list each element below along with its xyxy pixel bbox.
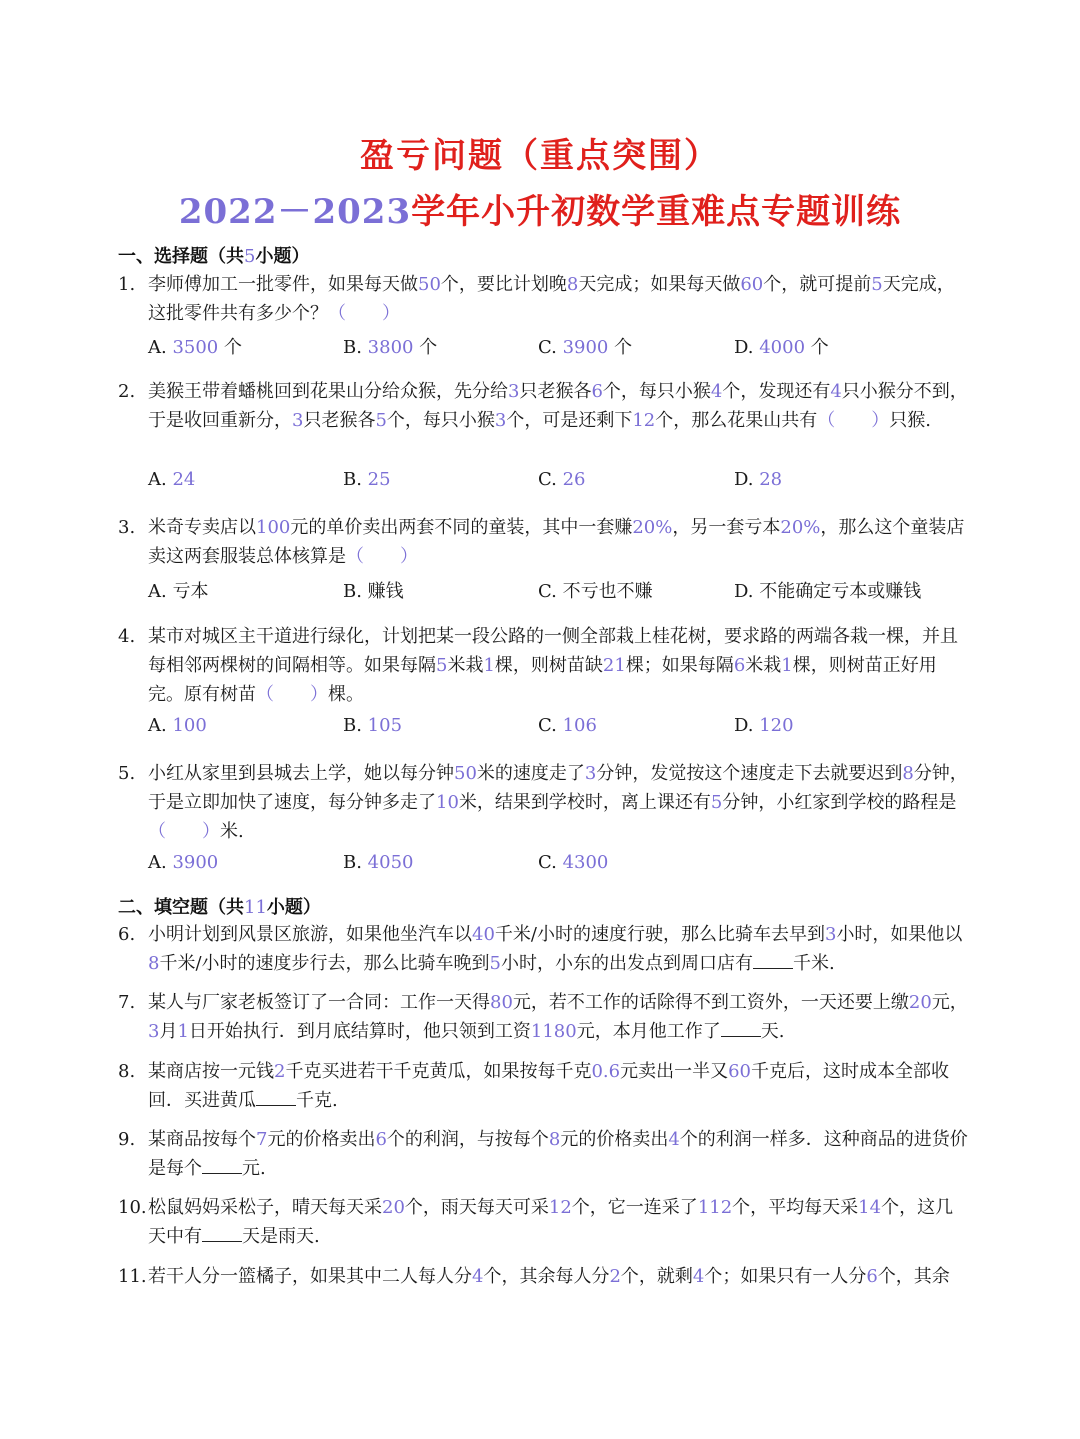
highlighted-number: 100 (256, 517, 291, 538)
section-fill-heading: 二、填空题（共11小题） (118, 897, 321, 918)
text-run: 某商品按每个 (148, 1129, 256, 1150)
question-7 (118, 988, 968, 1046)
text-run: 米栽 (447, 655, 484, 676)
highlighted-number: 0.6 (591, 1061, 621, 1082)
text-run: 米的速度走了 (476, 763, 585, 784)
question-number: 5. (118, 763, 136, 784)
text-run: 元的价格卖出 (267, 1129, 376, 1150)
option-d: D. 120 (734, 715, 794, 736)
option-c: C. 106 (538, 715, 597, 736)
question-number: 9. (118, 1129, 136, 1150)
question-number: 3. (118, 517, 136, 538)
question-5-options (148, 852, 968, 881)
text-run: 个，可是还剩下 (506, 410, 633, 431)
option-a: A. 亏本 (148, 581, 209, 602)
text-run: 个的利润，与按每个 (386, 1129, 549, 1150)
section-choice-heading: 一、选择题（共5小题） (118, 246, 310, 267)
text-run: 元，本月他工作了 (576, 1021, 721, 1042)
question-text (148, 513, 968, 571)
option-c: C. 4300 (538, 852, 609, 873)
highlighted-number: 5 (375, 410, 387, 431)
highlighted-number: 3 (824, 924, 837, 945)
question-text (148, 1193, 968, 1251)
text-run: 千米/小时的速度行驶，那么比骑车去早到 (494, 924, 825, 945)
text-run: 月 (159, 1021, 178, 1042)
question-number: 10. (118, 1197, 147, 1218)
text-run: 个的利润一样多．这种商品的进货价是每个 (148, 1129, 968, 1179)
text-run: 个，要比计划晚 (440, 274, 567, 295)
highlighted-number: 5 (489, 953, 501, 974)
option-a: A. 3500 个 (148, 337, 242, 358)
option-a: A. 100 (148, 715, 207, 736)
question-10 (118, 1193, 968, 1251)
text-run: 小时，如果他以 (836, 924, 963, 945)
text-run: 个；如果只有一人分 (704, 1266, 867, 1287)
highlighted-number: 3 (508, 381, 520, 402)
highlighted-number: 7 (256, 1129, 268, 1150)
highlighted-number: 20 (908, 992, 932, 1013)
text-run: 元的单价卖出两套不同的童装，其中一套赚 (290, 517, 633, 538)
text-run: 松鼠妈妈采松子，晴天每天采 (148, 1197, 382, 1218)
text-run: ，那么这个童装店卖这两套服装总体核算是（ ） (148, 517, 965, 567)
highlighted-number: 6 (591, 381, 603, 402)
text-run: 某人与厂家老板签订了一合同：工作一天得 (148, 992, 490, 1013)
highlighted-number: 5 (871, 274, 883, 295)
highlighted-number: 3 (292, 410, 304, 431)
highlighted-number: 50 (418, 274, 441, 295)
text-run: 个，就剩 (620, 1266, 693, 1287)
question-3 (118, 513, 968, 571)
highlighted-number: 6 (375, 1129, 387, 1150)
highlighted-number: 1 (483, 655, 495, 676)
highlighted-number: 2 (274, 1061, 286, 1082)
text-run: 只小猴分不到，于是收回重新分， (148, 381, 968, 431)
question-number: 8. (118, 1061, 136, 1082)
question-5 (118, 759, 968, 846)
text-run: 千克. (296, 1090, 338, 1111)
question-text (148, 377, 968, 435)
text-run: 千米/小时的速度步行去，那么比骑车晚到 (159, 953, 490, 974)
question-11 (118, 1262, 968, 1291)
question-number: 11. (118, 1266, 147, 1287)
text-run: 米栽 (745, 655, 782, 676)
highlighted-number: 12 (548, 1197, 572, 1218)
highlighted-number: 8 (548, 1129, 561, 1150)
question-9 (118, 1125, 968, 1183)
answer-parentheses: （ ） (346, 546, 418, 567)
option-b: B. 105 (343, 715, 403, 736)
answer-blank (721, 1020, 761, 1037)
highlighted-number: 6 (733, 655, 746, 676)
text-run: 只老猴各 (519, 381, 592, 402)
highlighted-number: 3 (148, 1021, 160, 1042)
option-b: B. 赚钱 (343, 581, 404, 602)
highlighted-number: 4 (710, 381, 723, 402)
question-8 (118, 1057, 968, 1115)
text-run: 若干人分一篮橘子，如果其中二人每人分 (148, 1266, 472, 1287)
option-b: B. 4050 (343, 852, 414, 873)
text-run: 日开始执行．到月底结算时，他只领到工资 (188, 1021, 531, 1042)
option-d: D. 28 (734, 469, 783, 490)
option-a: A. 24 (148, 469, 196, 490)
text-run: 元. (242, 1158, 266, 1179)
text-run: 元， (931, 992, 968, 1013)
text-run: 天是雨天. (242, 1226, 320, 1247)
highlighted-number: 12 (632, 410, 656, 431)
answer-blank (256, 1089, 296, 1106)
highlighted-number: 20% (780, 517, 821, 538)
highlighted-number: 2 (609, 1266, 621, 1287)
highlighted-number: 50 (454, 763, 477, 784)
answer-blank (753, 952, 793, 969)
text-run: 棵；如果每隔 (625, 655, 734, 676)
text-run: 个，其余 (877, 1266, 950, 1287)
text-run: 某商店按一元钱 (148, 1061, 274, 1082)
option-d: D. 不能确定亏本或赚钱 (734, 581, 922, 602)
text-run: 个，它一连采了 (571, 1197, 698, 1218)
question-2 (118, 377, 968, 435)
answer-parentheses: （ ） (328, 303, 400, 324)
text-run: 美猴王带着蟠桃回到花果山分给众猴，先分给 (148, 381, 508, 402)
highlighted-number: 1 (781, 655, 793, 676)
question-2-options (148, 469, 968, 498)
text-run: 小时，小东的出发点到周口店有 (500, 953, 753, 974)
highlighted-number: 60 (740, 274, 764, 295)
option-b: B. 25 (343, 469, 391, 490)
highlighted-number: 20% (632, 517, 673, 538)
question-6 (118, 920, 968, 978)
document-subtitle (0, 184, 1080, 233)
option-c: C. 3900 个 (538, 337, 633, 358)
highlighted-number: 20 (382, 1197, 405, 1218)
text-run: 棵，则树苗正好用完。原有树苗（ ）棵。 (148, 655, 937, 705)
text-run: 棵，则树苗缺 (494, 655, 603, 676)
text-run: 个，就可提前 (763, 274, 872, 295)
answer-blank (202, 1225, 242, 1242)
text-run: 个，其余每人分 (483, 1266, 610, 1287)
option-c: C. 26 (538, 469, 586, 490)
text-run: 小红从家里到县城去上学，她以每分钟 (148, 763, 454, 784)
question-text (148, 988, 968, 1046)
question-number: 6. (118, 924, 136, 945)
question-text (148, 270, 968, 328)
option-a: A. 3900 (148, 852, 219, 873)
highlighted-number: 8 (902, 763, 914, 784)
question-text (148, 1125, 968, 1183)
text-run: 米奇专卖店以 (148, 517, 256, 538)
text-run: 个，这几天中有 (148, 1197, 954, 1247)
text-run: 某市对城区主干道进行绿化，计划把某一段公路的一侧全部栽上桂花树，要求路的两端各栽一棵，并且每相邻两棵树的间隔相等。如果每隔 (148, 626, 958, 676)
text-run: 天完成；如果每天做 (578, 274, 741, 295)
highlighted-number: 1180 (530, 1021, 577, 1042)
question-4-options (148, 715, 968, 744)
text-run: 元，若不工作的话除得不到工资外，一天还要上缴 (512, 992, 909, 1013)
highlighted-number: 112 (697, 1197, 733, 1218)
option-b: B. 3800 个 (343, 337, 438, 358)
text-run: 米，结果到学校时，离上课还有 (458, 792, 711, 813)
text-run: 元卖出一半又 (620, 1061, 729, 1082)
text-run: 元的价格卖出 (560, 1129, 669, 1150)
highlighted-number: 21 (602, 655, 626, 676)
text-run: 分钟，发觉按这个速度走下去就要迟到 (596, 763, 903, 784)
text-run: ，另一套亏本 (672, 517, 781, 538)
highlighted-number: 60 (728, 1061, 751, 1082)
subtitle-text: 学年小升初数学重难点专题训练 (411, 192, 902, 232)
question-text (148, 920, 968, 978)
question-3-options (148, 577, 968, 606)
highlighted-number: 4 (472, 1266, 484, 1287)
answer-parentheses: （ ） (148, 821, 220, 842)
highlighted-number: 8 (148, 953, 160, 974)
question-number: 7. (118, 992, 136, 1013)
question-number: 2. (118, 381, 136, 402)
text-run: 李师傅加工一批零件，如果每天做 (148, 274, 418, 295)
highlighted-number: 1 (177, 1021, 189, 1042)
highlighted-number: 4 (668, 1129, 680, 1150)
question-number: 4. (118, 626, 136, 647)
highlighted-number: 6 (866, 1266, 878, 1287)
question-4 (118, 622, 968, 709)
text-run: 个，发现还有 (722, 381, 831, 402)
question-1 (118, 270, 968, 328)
text-run: 个，平均每天采 (732, 1197, 859, 1218)
highlighted-number: 3 (584, 763, 597, 784)
question-number: 1. (118, 274, 136, 295)
subtitle-year: 2022－2023 (178, 192, 412, 232)
text-run: 个，每只小猴 (386, 410, 495, 431)
question-text (148, 1262, 968, 1291)
text-run: 个，每只小猴 (602, 381, 711, 402)
text-run: 分钟，于是立即加快了速度，每分钟多走了 (148, 763, 968, 813)
answer-parentheses: （ ） (256, 684, 328, 705)
question-text (148, 622, 968, 709)
text-run: 天完成，这批零件共有多少个？（ ） (148, 274, 955, 324)
highlighted-number: 4 (830, 381, 842, 402)
text-run: 个，那么花果山共有（ ）只猴. (655, 410, 931, 431)
highlighted-number: 4 (692, 1266, 705, 1287)
answer-blank (202, 1157, 242, 1174)
highlighted-number: 14 (858, 1197, 882, 1218)
question-text (148, 1057, 968, 1115)
highlighted-number: 5 (436, 655, 448, 676)
highlighted-number: 40 (472, 924, 495, 945)
highlighted-number: 3 (494, 410, 507, 431)
text-run: 天. (760, 1021, 785, 1042)
question-text (148, 759, 968, 846)
text-run: 只老猴各 (303, 410, 376, 431)
document-title: 盈亏问题（重点突围） (360, 136, 720, 176)
text-run: 千米. (792, 953, 835, 974)
question-1-options (148, 333, 968, 362)
highlighted-number: 5 (710, 792, 723, 813)
highlighted-number: 10 (436, 792, 459, 813)
option-c: C. 不亏也不赚 (538, 581, 653, 602)
highlighted-number: 80 (490, 992, 513, 1013)
text-run: 千克买进若干千克黄瓜，如果按每千克 (285, 1061, 592, 1082)
text-run: 千克后，这时成本全部收回．买进黄瓜 (148, 1061, 949, 1111)
option-d: D. 4000 个 (734, 337, 829, 358)
highlighted-number: 8 (566, 274, 579, 295)
text-run: 小明计划到风景区旅游，如果他坐汽车以 (148, 924, 472, 945)
text-run: 分钟，小红家到学校的路程是（ ）米. (148, 792, 957, 842)
text-run: 个，雨天每天可采 (404, 1197, 549, 1218)
answer-parentheses: （ ） (817, 410, 890, 431)
